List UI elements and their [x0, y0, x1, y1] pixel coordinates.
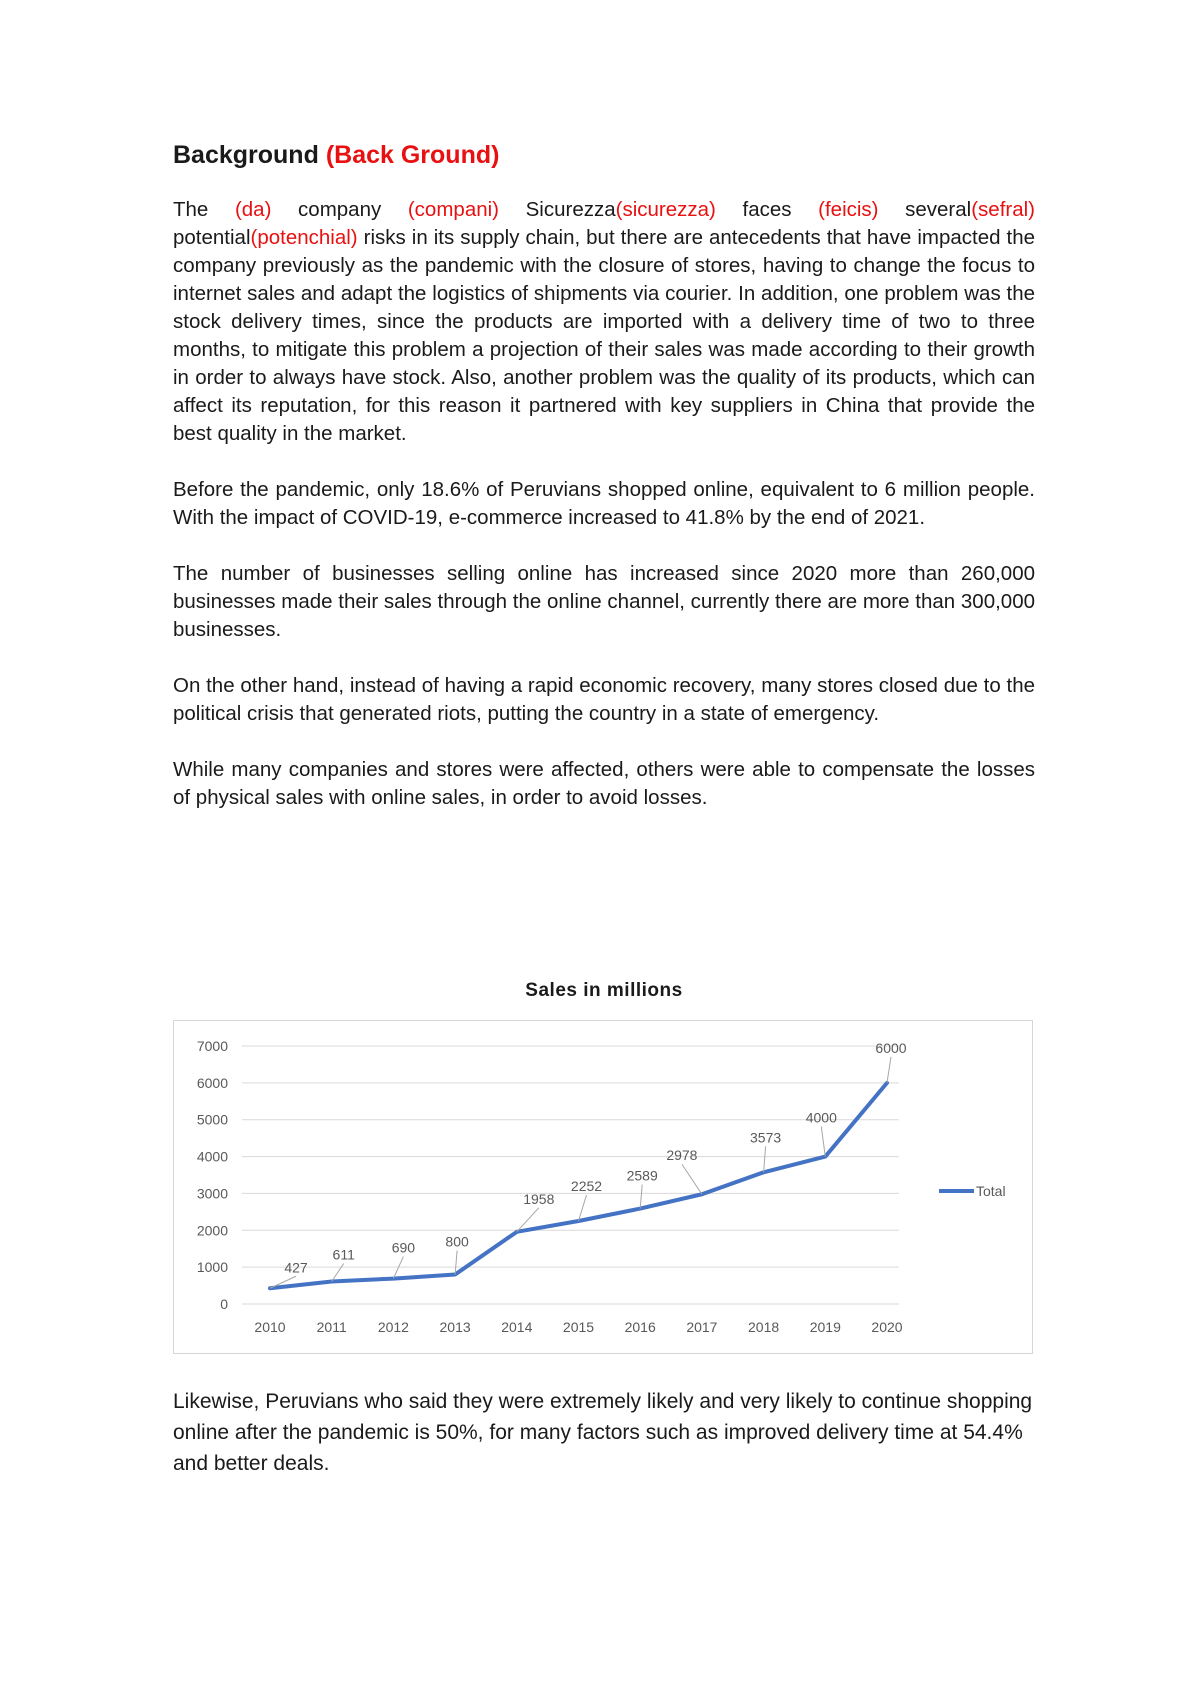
data-label-leader	[579, 1195, 587, 1221]
data-label-leader	[640, 1185, 642, 1209]
paragraph-4: On the other hand, instead of having a rapid economic recovery, many stores closed due to the political crisis that generated riots, putting the country in a state of emergency.	[173, 674, 1035, 725]
paragraph-5: While many companies and stores were affected, others were able to compensate the losses of physical sales with online sales, in order to avoid losses.	[173, 758, 1035, 809]
x-tick-label: 2018	[748, 1319, 780, 1335]
heading-alt: (Back Ground)	[325, 141, 500, 169]
x-tick-label: 2012	[377, 1319, 409, 1335]
data-label: 3573	[750, 1129, 782, 1146]
data-label-leader	[764, 1146, 766, 1172]
y-tick-label: 7000	[196, 1038, 228, 1054]
data-label-leader	[887, 1057, 891, 1083]
x-tick-label: 2019	[809, 1319, 841, 1335]
paragraph-1	[173, 196, 1035, 448]
x-tick-label: 2017	[686, 1319, 718, 1335]
data-label: 2252	[570, 1177, 603, 1194]
x-tick-label: 2016	[624, 1319, 656, 1335]
x-tick-label: 2010	[254, 1319, 286, 1335]
p1-pronunciation-4: (feicis)	[818, 198, 879, 221]
p1-text-3: Sicurezza	[499, 198, 616, 221]
x-tick-label: 2014	[501, 1319, 533, 1335]
paragraph-6: Likewise, Peruvians who said they were extremely likely and very likely to continue shopping online after the pandemic is 50%, for many factors such as improved delivery time at 54.4% and better deals.	[173, 1390, 1033, 1475]
data-label: 690	[391, 1239, 416, 1256]
y-tick-label: 4000	[196, 1148, 228, 1165]
p1-text-4: faces	[715, 198, 819, 221]
p1-text-2: company	[271, 198, 408, 221]
sales-line-chart	[174, 1021, 1032, 1353]
data-label-leader	[821, 1127, 825, 1157]
p1-pronunciation-6: (potenchial)	[250, 226, 358, 249]
y-tick-label: 5000	[196, 1111, 228, 1128]
section-heading	[173, 140, 1035, 170]
p1-pronunciation-5: (sefral)	[971, 198, 1036, 221]
x-tick-label: 2011	[316, 1319, 347, 1335]
data-label: 4000	[805, 1109, 837, 1126]
y-tick-label: 6000	[196, 1074, 228, 1091]
p1-text-7: risks in its supply chain, but there are antecedents that have impacted the company previously as the pandemic with the closure of stores, having to change the focus to internet sales and adapt the logistics of shipments via courier. In addition, one problem was the stock delivery times, since the products are imported with a delivery time of two to three months, to mitigate this problem a projection of their sales was made according to their growth in order to always have stock. Also, another problem was the quality of its products, which can affect its reputation, for this reason it partnered with key suppliers in China that provide the best quality in the market.	[173, 226, 1035, 445]
p1-text-5: several	[878, 198, 972, 221]
y-tick-label: 1000	[196, 1259, 228, 1276]
chart-title: Sales in millions	[525, 980, 683, 1001]
x-tick-label: 2020	[871, 1319, 903, 1335]
document-body	[173, 140, 1035, 840]
p1-pronunciation-2: (compani)	[407, 198, 499, 221]
p1-text-6: potential	[173, 226, 251, 249]
legend-label: Total	[976, 1183, 1006, 1199]
data-label: 427	[284, 1259, 308, 1276]
data-label-leader	[332, 1263, 344, 1281]
data-label: 611	[332, 1246, 355, 1263]
closing-section	[173, 1386, 1035, 1507]
paragraph-2: Before the pandemic, only 18.6% of Peruvians shopped online, equivalent to 6 million people. With the impact of COVID-19, e-commerce increased to 41.8% by the end of 2021.	[173, 478, 1035, 529]
data-label: 800	[445, 1233, 469, 1250]
x-tick-label: 2013	[439, 1319, 471, 1335]
data-label: 1958	[523, 1190, 555, 1207]
p1-text-1: The	[173, 198, 235, 221]
data-label: 6000	[875, 1039, 907, 1056]
paragraph-3: The number of businesses selling online has increased since 2020 more than 260,000 businesses made their sales through the online channel, currently there are more than 300,000 businesses.	[173, 562, 1035, 641]
y-tick-label: 0	[220, 1296, 228, 1312]
y-tick-label: 3000	[196, 1185, 228, 1202]
data-label-leader	[682, 1164, 702, 1194]
p1-pronunciation-1: (da)	[234, 198, 272, 221]
x-tick-label: 2015	[562, 1319, 595, 1335]
chart-container	[173, 1020, 1033, 1354]
p1-pronunciation-3: (sicurezza)	[615, 198, 716, 221]
data-label: 2978	[666, 1147, 698, 1164]
data-label: 2589	[626, 1167, 658, 1184]
y-tick-label: 2000	[196, 1222, 228, 1239]
heading-main: Background	[173, 141, 319, 169]
